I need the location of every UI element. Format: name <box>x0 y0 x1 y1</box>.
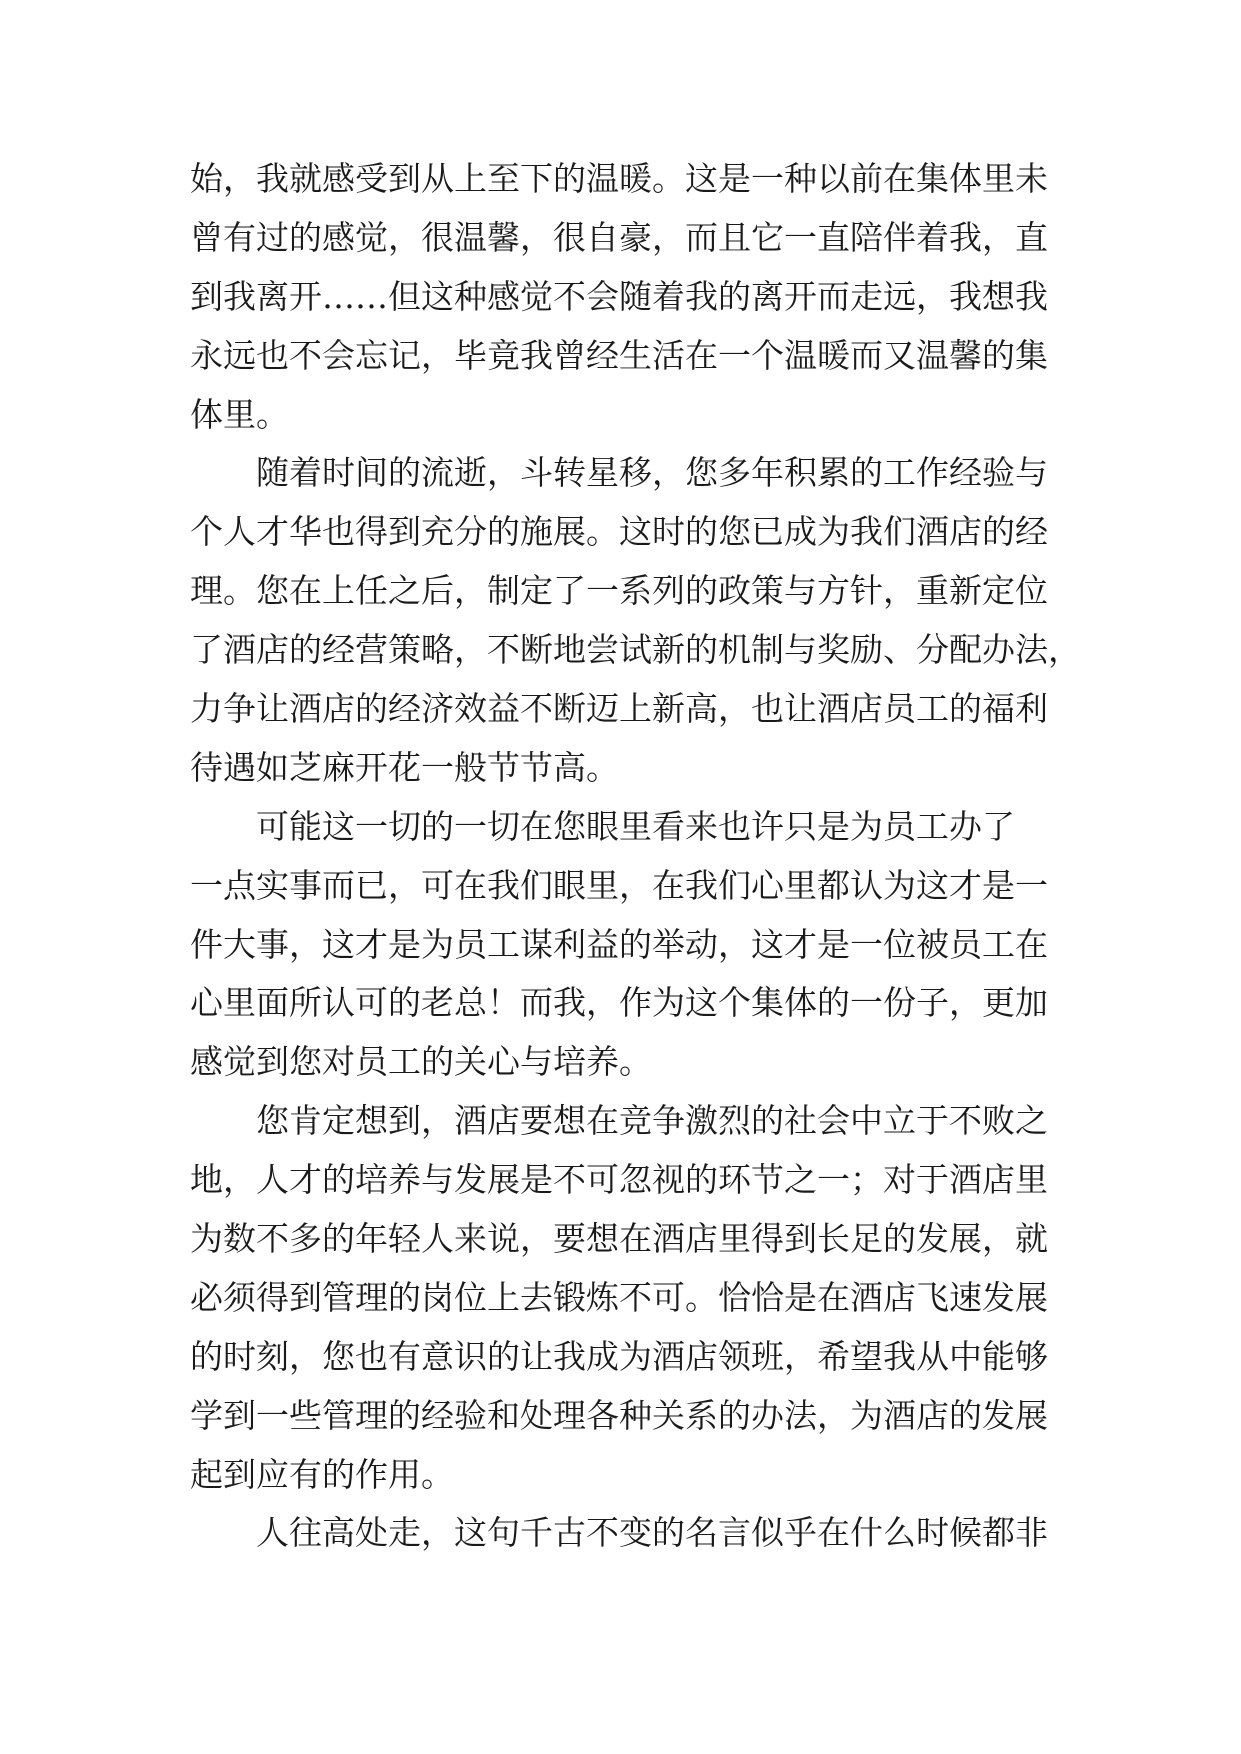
text-line: 理。您在上任之后，制定了一系列的政策与方针，重新定位 <box>190 571 1048 611</box>
text-line: 个人才华也得到充分的施展。这时的您已成为我们酒店的经 <box>190 512 1048 552</box>
text-line: 曾有过的感觉，很温馨，很自豪，而且它一直陪伴着我，直 <box>190 217 1048 257</box>
text-line: 起到应有的作用。 <box>190 1454 454 1494</box>
paragraph <box>190 1504 1060 1563</box>
paragraph <box>190 798 1060 1092</box>
body-text <box>190 150 1081 1563</box>
text-line: 到我离开……但这种感觉不会随着我的离开而走远，我想我 <box>190 276 1048 316</box>
paragraph <box>190 444 1081 797</box>
text-line: 随着时间的流逝，斗转星移，您多年积累的工作经验与 <box>256 453 1048 493</box>
text-line: 的时刻，您也有意识的让我成为酒店领班，希望我从中能够 <box>190 1336 1048 1376</box>
text-line: 学到一些管理的经验和处理各种关系的办法，为酒店的发展 <box>190 1395 1048 1435</box>
text-line: 为数不多的年轻人来说，要想在酒店里得到长足的发展，就 <box>190 1219 1048 1259</box>
text-line: 体里。 <box>190 394 289 434</box>
text-line: 感觉到您对员工的关心与培养。 <box>190 1042 652 1082</box>
text-line: 心里面所认可的老总！而我，作为这个集体的一份子，更加 <box>190 983 1048 1023</box>
text-line: 一点实事而已，可在我们眼里，在我们心里都认为这才是一 <box>190 865 1048 905</box>
text-line: 待遇如芝麻开花一般节节高。 <box>190 747 619 787</box>
text-line: 始，我就感受到从上至下的温暖。这是一种以前在集体里未 <box>190 159 1048 198</box>
text-line: 您肯定想到，酒店要想在竞争激烈的社会中立于不败之 <box>256 1101 1048 1141</box>
paragraph <box>190 1092 1060 1504</box>
text-line: 人往高处走，这句千古不变的名言似乎在什么时候都非 <box>256 1513 1048 1553</box>
text-line: 地，人才的培养与发展是不可忽视的环节之一；对于酒店里 <box>190 1160 1048 1200</box>
text-line: 必须得到管理的岗位上去锻炼不可。恰恰是在酒店飞速发展 <box>190 1277 1048 1317</box>
paragraph <box>190 150 1060 444</box>
text-line: 件大事，这才是为员工谋利益的举动，这才是一位被员工在 <box>190 924 1048 964</box>
text-line: 永远也不会忘记，毕竟我曾经生活在一个温暖而又温馨的集 <box>190 335 1048 375</box>
text-line: 力争让酒店的经济效益不断迈上新高，也让酒店员工的福利 <box>190 689 1048 729</box>
text-line: 了酒店的经营策略，不断地尝试新的机制与奖励、分配办法， <box>190 630 1081 670</box>
text-line: 可能这一切的一切在您眼里看来也许只是为员工办了 <box>256 806 1015 846</box>
